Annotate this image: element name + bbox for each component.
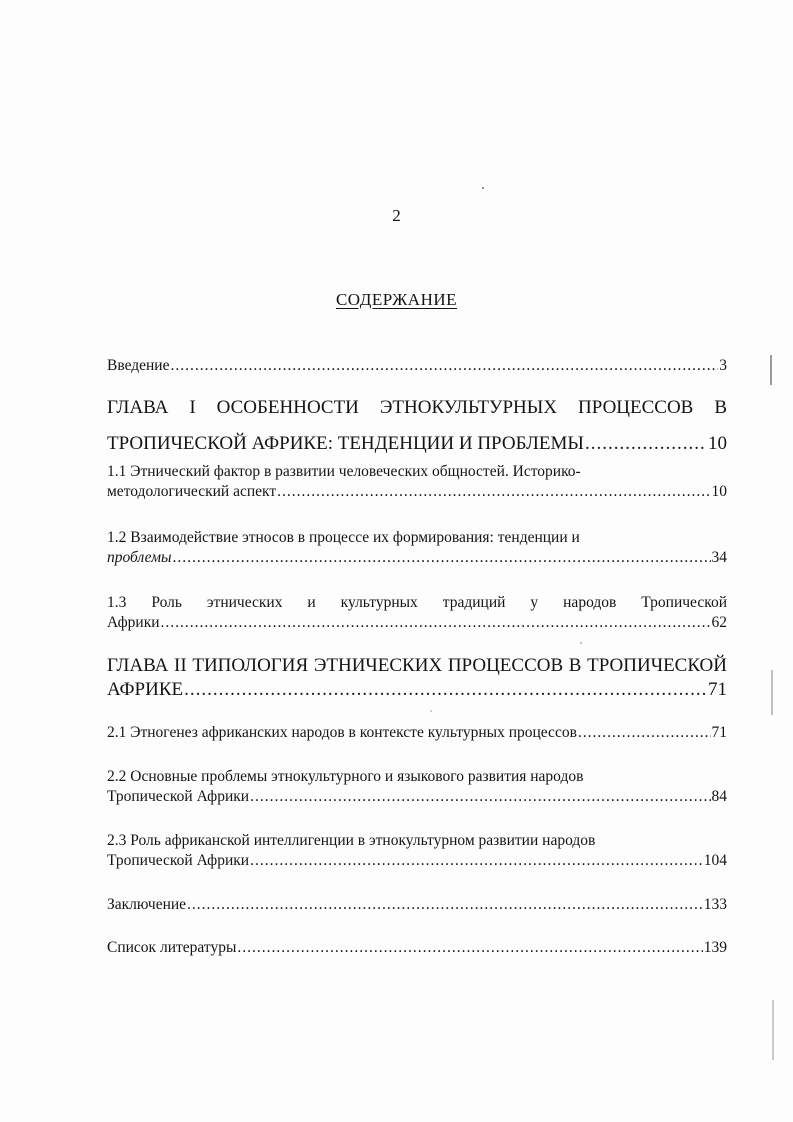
toc-label-line1: 1.2 Взаимодействие этносов в процессе их формирования: тенденции и xyxy=(107,529,580,546)
scan-speck xyxy=(482,187,484,189)
toc-leader xyxy=(585,426,707,462)
toc-label: Заключение xyxy=(107,896,187,913)
toc-leader xyxy=(172,548,710,568)
toc-label-line2: ТРОПИЧЕСКОЙ АФРИКЕ: ТЕНДЕНЦИИ И ПРОБЛЕМЫ xyxy=(107,433,584,454)
toc-label-line1: 1.3 Роль этнических и культурных традиций у народов Тропической xyxy=(107,594,727,611)
toc-page: 84 xyxy=(711,788,727,805)
toc-page: 10 xyxy=(708,433,727,454)
toc-label-line2: Тропической Африки xyxy=(107,852,250,869)
toc-entry-section-2-3[interactable] xyxy=(107,831,727,871)
toc-leader xyxy=(187,895,703,915)
toc-leader xyxy=(184,678,707,702)
toc-page: 71 xyxy=(711,724,727,741)
toc-entry-chapter-2[interactable] xyxy=(107,654,727,702)
toc-page: 34 xyxy=(711,549,727,566)
toc-label-line1: ГЛАВА I ОСОБЕННОСТИ ЭТНОКУЛЬТУРНЫХ ПРОЦЕССОВ В xyxy=(107,397,727,418)
toc-page: 3 xyxy=(719,357,727,374)
toc-label-line1: 2.2 Основные проблемы этнокультурного и языкового развития народов xyxy=(107,768,584,785)
scan-speck xyxy=(430,710,432,712)
toc-leader xyxy=(161,613,711,633)
toc-leader xyxy=(277,482,710,502)
toc-label-line2: Тропической Африки xyxy=(107,788,250,805)
toc-entry-section-2-2[interactable] xyxy=(107,767,727,807)
toc-leader xyxy=(578,723,711,743)
page-number: 2 xyxy=(392,206,401,225)
toc-label-line1: ГЛАВА II ТИПОЛОГИЯ ЭТНИЧЕСКИХ ПРОЦЕССОВ В ТРОПИЧЕСКОЙ xyxy=(107,655,727,676)
scan-edge-mark xyxy=(771,670,773,715)
scan-edge-mark xyxy=(770,355,772,385)
toc-page: 71 xyxy=(708,679,727,700)
toc-entry-chapter-1[interactable] xyxy=(107,390,727,462)
toc-page: 104 xyxy=(703,852,727,869)
toc-leader xyxy=(250,787,710,807)
toc-entry-section-1-1[interactable] xyxy=(107,462,727,502)
toc-leader xyxy=(170,356,718,376)
toc-page: 139 xyxy=(703,939,727,956)
scan-edge-mark xyxy=(772,1000,774,1060)
toc-entry-conclusion[interactable] xyxy=(107,895,727,915)
toc-page: 133 xyxy=(703,896,727,913)
toc-label-line2: проблемы xyxy=(107,549,172,566)
page-title: СОДЕРЖАНИЕ xyxy=(335,290,458,309)
toc-label-line1: 2.3 Роль африканской интеллигенции в этнокультурном развитии народов xyxy=(107,832,596,849)
toc-label-line2: Африки xyxy=(107,614,160,631)
toc-label: Список литературы xyxy=(107,939,237,956)
toc-entry-section-2-1[interactable] xyxy=(107,723,727,743)
toc-entry-section-1-3[interactable] xyxy=(107,593,727,633)
toc-label-line1: 1.1 Этнический фактор в развитии человеческих общностей. Историко- xyxy=(107,463,581,480)
toc-label: 2.1 Этногенез африканских народов в контексте культурных процессов xyxy=(107,724,577,741)
toc-label-line2: методологический аспект xyxy=(107,483,277,500)
toc-page: 10 xyxy=(711,483,727,500)
toc-entry-intro[interactable] xyxy=(107,356,727,376)
toc-entry-section-1-2[interactable] xyxy=(107,528,727,568)
toc-page: 62 xyxy=(711,614,727,631)
toc-label: Введение xyxy=(107,357,170,374)
scan-speck xyxy=(580,642,582,644)
toc-label-line2: АФРИКЕ xyxy=(107,679,184,700)
toc-leader xyxy=(237,938,702,958)
toc-leader xyxy=(250,851,703,871)
toc-entry-references[interactable] xyxy=(107,938,727,958)
